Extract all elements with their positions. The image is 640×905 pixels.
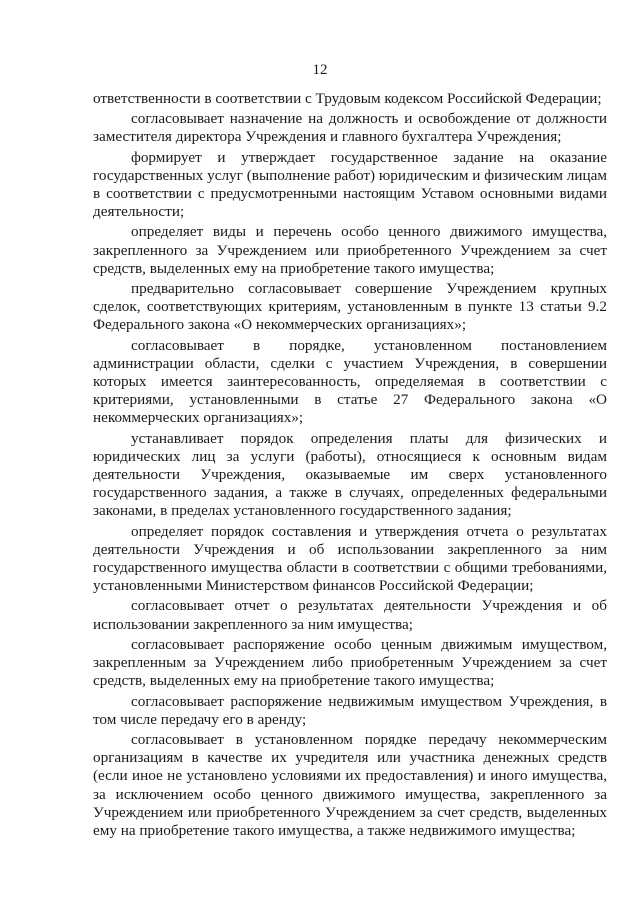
page-number: 12 [312,62,328,78]
paragraph: определяет порядок составления и утверждения отчета о результатах деятельности Учреждения и об использовании закрепленного за ним государственного имущества области в соответствии с общими требованиями, установленными Министерством финансов Российской Федерации; [93,522,607,595]
paragraph: формирует и утверждает государственное задание на оказание государственных услуг (выполнение работ) юридическим и физическим лицам в соответствии с предусмотренными настоящим Уставом основными видами деятельности; [93,148,607,221]
paragraph: согласовывает в установленном порядке передачу некоммерческим организациям в качестве их учредителя или участника денежных средств (если иное не установлено условиями их предоставления) и иного имущества, за исключением особо ценного движимого имущества, закрепленного за Учреждением или приобретенного Учреждением за счет средств, выделенных ему на приобретение такого имущества, а также недвижимого имущества; [93,730,607,839]
paragraph: согласовывает в порядке, установленном постановлением администрации области, сделки с участием Учреждения, в совершении которых имеется заинтересованность, определяемая в соответствии с критериями, установленными в статье 27 Федерального закона «О некоммерческих организациях»; [93,336,607,427]
paragraph: определяет виды и перечень особо ценного движимого имущества, закрепленного за Учреждением или приобретенного Учреждением за счет средств, выделенных ему на приобретение такого имущества; [93,223,607,277]
paragraph: устанавливает порядок определения платы для физических и юридических лиц за услуги (работы), относящиеся к основным видам деятельности Учреждения, оказываемые им сверх установленного государственного задания, а также в случаях, определенных федеральными законами, в пределах установленного государственного задания; [93,429,607,520]
paragraph: согласовывает назначение на должность и освобождение от должности заместителя директора Учреждения и главного бухгалтера Учреждения; [93,110,607,146]
body-text [93,90,607,842]
paragraph: согласовывает распоряжение недвижимым имуществом Учреждения, в том числе передачу его в аренду; [93,692,607,728]
paragraph: согласовывает распоряжение особо ценным движимым имуществом, закрепленным за Учреждением либо приобретенным Учреждением за счет средств, выделенных ему на приобретение такого имущества; [93,635,607,690]
paragraph: ответственности в соответствии с Трудовым кодексом Российской Федерации; [93,90,602,107]
paragraph: предварительно согласовывает совершение Учреждением крупных сделок, соответствующих критериям, установленным в пункте 13 статьи 9.2 Федерального закона «О некоммерческих организациях»; [93,280,607,334]
paragraph: согласовывает отчет о результатах деятельности Учреждения и об использовании закрепленного за ним имущества; [93,597,607,633]
